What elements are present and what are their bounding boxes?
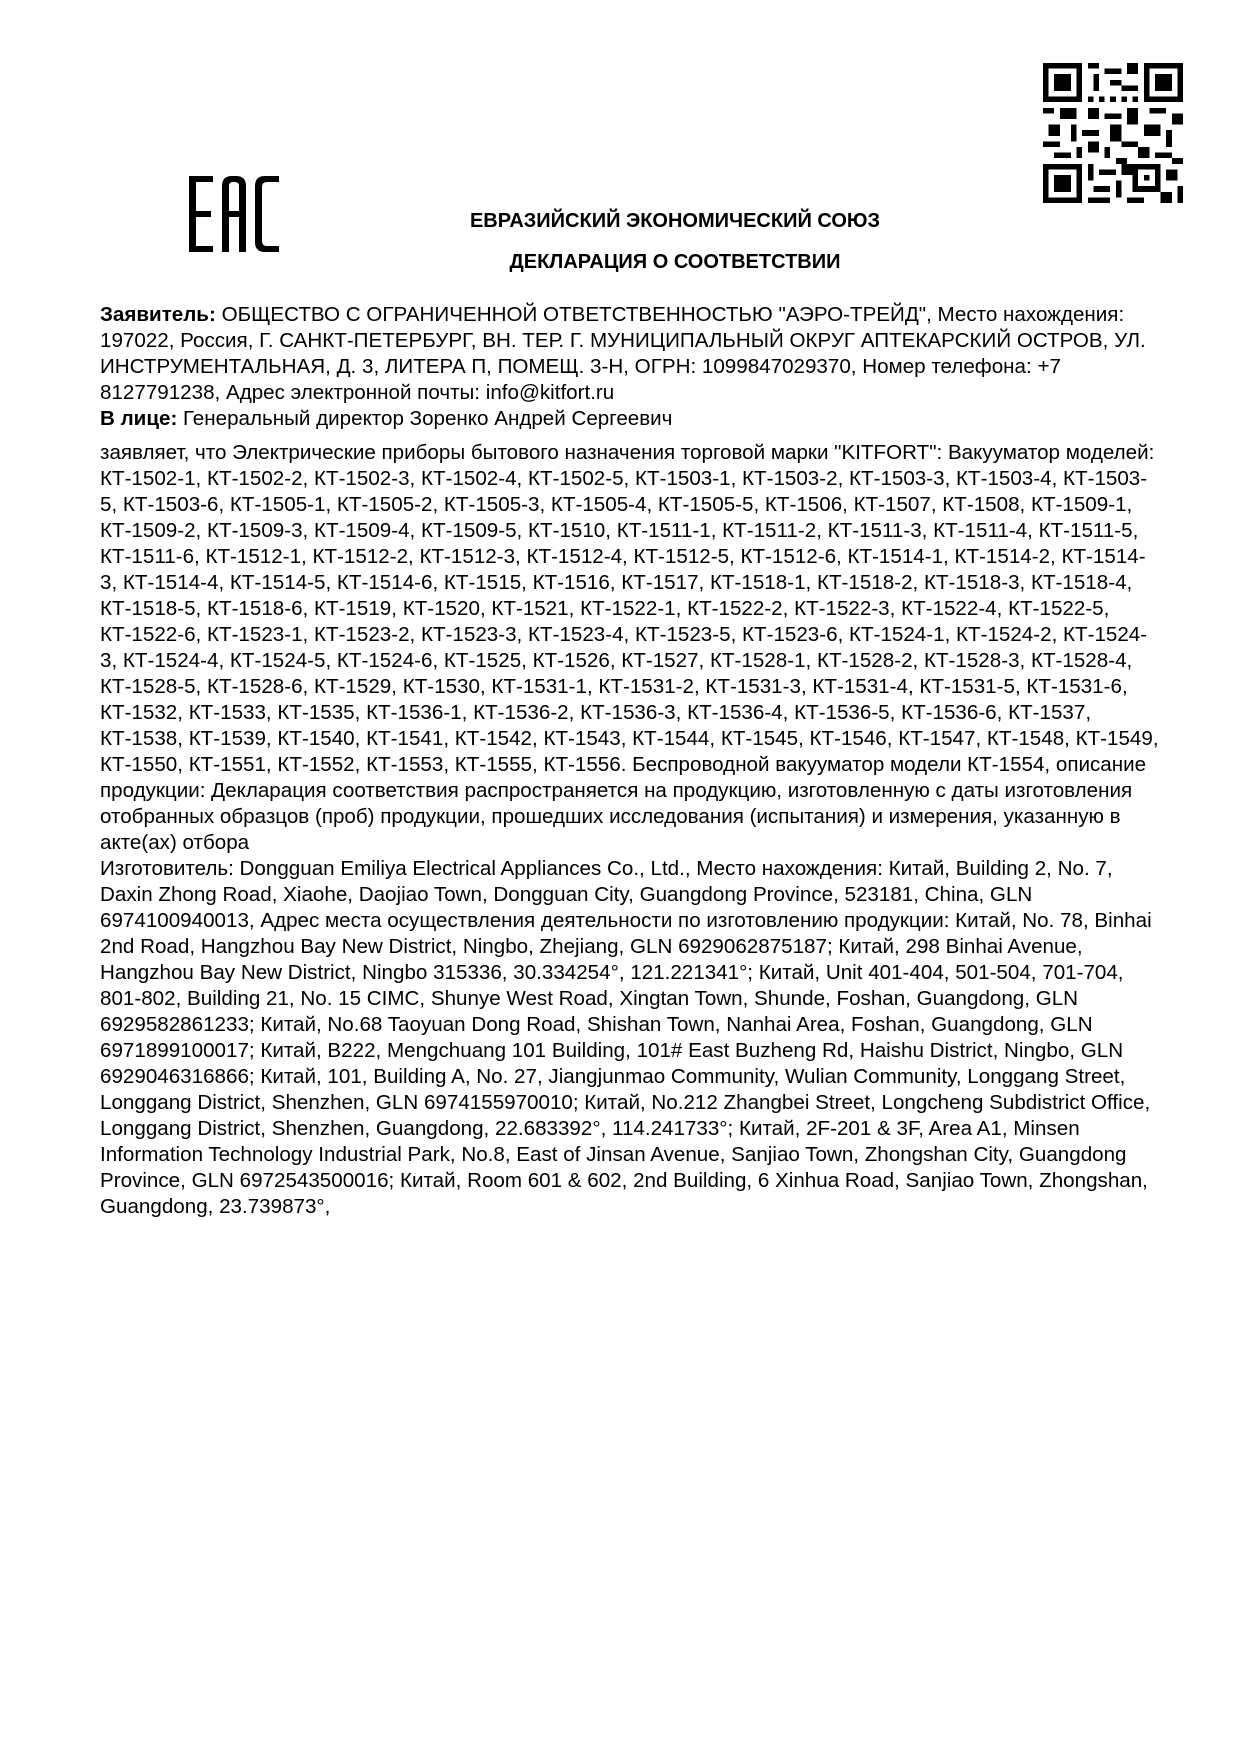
applicant-label: Заявитель: [100, 303, 216, 326]
applicant-paragraph [100, 302, 1162, 406]
applicant-text: ОБЩЕСТВО С ОГРАНИЧЕННОЙ ОТВЕТСТВЕННОСТЬЮ "АЭРО-ТРЕЙД", Место нахождения: 197022, Россия, Г. САНКТ-ПЕТЕРБУРГ, ВН. ТЕР. Г. МУНИЦИПАЛЬНЫЙ ОКРУГ АПТЕКАРСКИЙ ОСТРОВ, УЛ. ИНСТРУМЕНТАЛЬНАЯ, Д. 3, ЛИТЕРА П, ПОМЕЩ. 3-Н, ОГРН: 1099847029370, Номер телефона: +7 8127791238, Адрес электронной почты: info@kitfort.ru [100, 303, 1146, 404]
manufacturer-paragraph: Изготовитель: Dongguan Emiliya Electrical Appliances Co., Ltd., Место нахождения: Китай, Building 2, No. 7, Daxin Zhong Road, Xiaohe, Daojiao Town, Dongguan City, Guangdong Province, 523181, China, GLN 6974100940013, Адрес места осуществления деятельности по изготовлению продукции: Китай, No. 78, Binhai 2nd Road, Hangzhou Bay New District, Ningbo, Zhejiang, GLN 6929062875187; Китай, 298 Binhai Avenue, Hangzhou Bay New District, Ningbo 315336, 30.334254°, 121.221341°; Китай, Unit 401-404, 501-504, 701-704, 801-802, Building 21, No. 15 CIMC, Shunye West Road, Xingtan Town, Shunde, Foshan, Guangdong, GLN 6929582861233; Китай, No.68 Taoyuan Dong Road, Shishan Town, Nanhai Area, Foshan, Guangdong, GLN 6971899100017; Китай, B222, Mengchuang 101 Building, 101# East Buzheng Rd, Haishu District, Ningbo, GLN 6929046316866; Китай, 101, Building A, No. 27, Jiangjunmao Community, Wulian Community, Longgang Street, Longgang District, Shenzhen, GLN 6974155970010; Китай, No.212 Zhangbei Street, Longcheng Subdistrict Office, Longgang District, Shenzhen, Guangdong, 22.683392°, 114.241733°; Китай, 2F-201 & 3F, Area A1, Minsen Information Technology Industrial Park, No.8, East of Jinsan Avenue, Sanjiao Town, Zhongshan City, Guangdong Province, GLN 6972543500016; Китай, Room 601 & 602, 2nd Building, 6 Xinhua Road, Sanjiao Town, Zhongshan, Guangdong, 23.739873°, [100, 857, 1152, 1218]
represented-by-text: Генеральный директор Зоренко Андрей Сергеевич [177, 407, 673, 430]
union-title: ЕВРАЗИЙСКИЙ ЭКОНОМИЧЕСКИЙ СОЮЗ [469, 210, 881, 232]
represented-by-label: В лице: [100, 407, 178, 430]
represented-by-paragraph [100, 406, 1162, 432]
document-title: ДЕКЛАРАЦИЯ О СООТВЕТСТВИИ [509, 251, 841, 273]
document-body [100, 302, 1162, 1220]
declaration-paragraph: заявляет, что Электрические приборы бытового назначения торговой марки "KITFORT": Вакууматор моделей: КТ-1502-1, КТ-1502-2, КТ-1502-3, КТ-1502-4, КТ-1502-5, КТ-1503-1, КТ-1503-2, КТ-1503-3, КТ-1503-4, КТ-1503-5, КТ-1503-6, КТ-1505-1, КТ-1505-2, КТ-1505-3, КТ-1505-4, КТ-1505-5, КТ-1506, КТ-1507, КТ-1508, КТ-1509-1, КТ-1509-2, КТ-1509-3, КТ-1509-4, КТ-1509-5, КТ-1510, КТ-1511-1, КТ-1511-2, КТ-1511-3, КТ-1511-4, КТ-1511-5, КТ-1511-6, КТ-1512-1, КТ-1512-2, КТ-1512-3, КТ-1512-4, КТ-1512-5, КТ-1512-6, КТ-1514-1, КТ-1514-2, КТ-1514-3, КТ-1514-4, КТ-1514-5, КТ-1514-6, КТ-1515, КТ-1516, КТ-1517, КТ-1518-1, КТ-1518-2, КТ-1518-3, КТ-1518-4, КТ-1518-5, КТ-1518-6, КТ-1519, КТ-1520, КТ-1521, КТ-1522-1, КТ-1522-2, КТ-1522-3, КТ-1522-4, КТ-1522-5, КТ-1522-6, КТ-1523-1, КТ-1523-2, КТ-1523-3, КТ-1523-4, КТ-1523-5, КТ-1523-6, КТ-1524-1, КТ-1524-2, КТ-1524-3, КТ-1524-4, КТ-1524-5, КТ-1524-6, КТ-1525, КТ-1526, КТ-1527, КТ-1528-1, КТ-1528-2, КТ-1528-3, КТ-1528-4, КТ-1528-5, КТ-1528-6, КТ-1529, КТ-1530, КТ-1531-1, КТ-1531-2, КТ-1531-3, КТ-1531-4, КТ-1531-5, КТ-1531-6, КТ-1532, КТ-1533, КТ-1535, КТ-1536-1, КТ-1536-2, КТ-1536-3, КТ-1536-4, КТ-1536-5, КТ-1536-6, КТ-1537, КТ-1538, КТ-1539, КТ-1540, КТ-1541, КТ-1542, КТ-1543, КТ-1544, КТ-1545, КТ-1546, КТ-1547, КТ-1548, КТ-1549, КТ-1550, КТ-1551, КТ-1552, КТ-1553, КТ-1555, КТ-1556. Беспроводной вакууматор модели КТ-1554, описание продукции: Декларация соответствия распространяется на продукцию, изготовленную с даты изготовления отобранных образцов (проб) продукции, прошедших исследования (испытания) и измерения, указанную в акте(ах) отбора [100, 441, 1159, 854]
qr-code [1043, 63, 1183, 203]
